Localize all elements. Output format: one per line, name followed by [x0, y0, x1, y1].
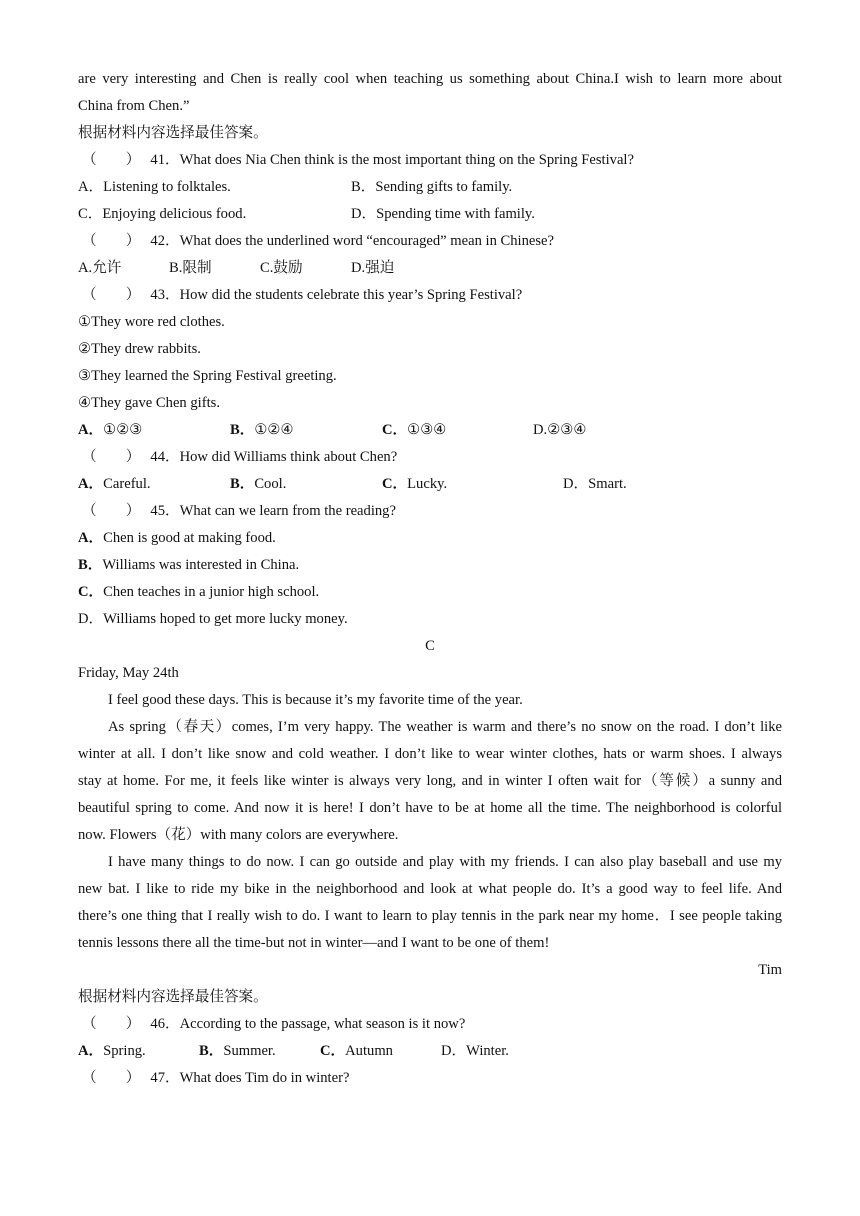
section-b-instruction: 根据材料内容选择最佳答案。 — [78, 125, 268, 141]
section-c-heading: C — [425, 638, 435, 654]
passage-b-continuation-line-2: China from Chen.” — [78, 98, 190, 114]
answer-blank: （ ） — [82, 1016, 141, 1032]
question-41 — [78, 147, 782, 174]
option-d: D．Smart. — [563, 476, 627, 492]
question-43 — [78, 282, 782, 309]
document-page — [78, 66, 782, 1092]
diary-paragraph-1: I feel good these days. This is because it’s my favorite time of the year. — [108, 692, 523, 708]
diary-paragraph-3-line-3: there’s one thing that I really wish to do. I want to learn to play tennis in the park near my home．I see people taking — [78, 908, 782, 924]
question-46-options — [78, 1038, 782, 1065]
diary-paragraph-2-line-5: now. Flowers（花）with many colors are everywhere. — [78, 827, 399, 843]
option-d: D.②③④ — [533, 422, 587, 438]
option-a: A．Spring. — [78, 1043, 146, 1059]
answer-blank: （ ） — [82, 449, 141, 465]
diary-paragraph-2-line-2: winter at all. I don’t like snow and cold weather. I don’t like to wear winter clothes, hats or warm shoes. I always — [78, 746, 782, 762]
question-stem: 42．What does the underlined word “encouraged” mean in Chinese? — [150, 233, 555, 249]
option-a: A．Listening to folktales. — [78, 179, 231, 195]
option-a: A．Chen is good at making food. — [78, 530, 276, 546]
question-43-item-4: ④They gave Chen gifts. — [78, 395, 220, 411]
question-stem: 46．According to the passage, what season is it now? — [150, 1016, 466, 1032]
question-stem: 44．How did Williams think about Chen? — [150, 449, 398, 465]
diary-paragraph-3-line-1: I have many things to do now. I can go outside and play with my friends. I can also play baseball and use my — [108, 854, 782, 870]
question-46 — [78, 1011, 782, 1038]
question-stem: 43．How did the students celebrate this year’s Spring Festival? — [150, 287, 523, 303]
diary-date: Friday, May 24th — [78, 665, 179, 681]
option-a: A．①②③ — [78, 422, 143, 438]
option-a: A.允许 — [78, 260, 122, 276]
option-b: B.限制 — [169, 260, 212, 276]
answer-blank: （ ） — [82, 503, 141, 519]
option-c: C．Lucky. — [382, 476, 448, 492]
question-43-options — [78, 417, 782, 444]
question-47 — [78, 1065, 782, 1092]
diary-signature: Tim — [758, 962, 782, 978]
option-b: B．Cool. — [230, 476, 287, 492]
option-c: C．Enjoying delicious food. — [78, 206, 247, 222]
question-stem: 47．What does Tim do in winter? — [150, 1070, 350, 1086]
option-c: C．Chen teaches in a junior high school. — [78, 584, 320, 600]
option-c: C.鼓励 — [260, 260, 303, 276]
question-42-options — [78, 255, 782, 282]
question-42 — [78, 228, 782, 255]
question-44-options — [78, 471, 782, 498]
option-a: A．Careful. — [78, 476, 151, 492]
option-c: C．①③④ — [382, 422, 447, 438]
section-c-instruction: 根据材料内容选择最佳答案。 — [78, 989, 268, 1005]
question-43-item-3: ③They learned the Spring Festival greeting. — [78, 368, 337, 384]
question-41-options-cd — [78, 201, 782, 228]
option-b: B．Sending gifts to family. — [351, 179, 513, 195]
diary-paragraph-3-line-2: new bat. I like to ride my bike in the neighborhood and look at what people do. It’s a good way to feel life. And — [78, 881, 782, 897]
diary-paragraph-3-line-4: tennis lessons there all the time-but not in winter—and I want to be one of them! — [78, 935, 550, 951]
option-d: D．Spending time with family. — [351, 206, 535, 222]
diary-paragraph-2-line-4: beautiful spring to come. And now it is here! I don’t have to be at home all the time. The neighborhood is colorful — [78, 800, 782, 816]
question-43-item-1: ①They wore red clothes. — [78, 314, 225, 330]
option-b: B．Summer. — [199, 1043, 276, 1059]
answer-blank: （ ） — [82, 287, 141, 303]
question-stem: 41．What does Nia Chen think is the most important thing on the Spring Festival? — [150, 152, 634, 168]
option-d: D．Williams hoped to get more lucky money. — [78, 611, 348, 627]
option-d: D．Winter. — [441, 1043, 509, 1059]
option-c: C．Autumn — [320, 1043, 393, 1059]
passage-b-continuation-line-1: are very interesting and Chen is really cool when teaching us something about China.I wish to learn more about — [78, 71, 782, 87]
option-d: D.强迫 — [351, 260, 395, 276]
answer-blank: （ ） — [82, 152, 141, 168]
question-stem: 45．What can we learn from the reading? — [150, 503, 396, 519]
option-b: B．①②④ — [230, 422, 294, 438]
answer-blank: （ ） — [82, 1070, 141, 1086]
question-44 — [78, 444, 782, 471]
option-b: B．Williams was interested in China. — [78, 557, 300, 573]
question-45 — [78, 498, 782, 525]
question-41-options-ab — [78, 174, 782, 201]
diary-paragraph-2-line-1: As spring（春天）comes, I’m very happy. The weather is warm and there’s no snow on the road. I don’t like — [108, 719, 782, 735]
question-43-item-2: ②They drew rabbits. — [78, 341, 201, 357]
answer-blank: （ ） — [82, 233, 141, 249]
diary-paragraph-2-line-3: stay at home. For me, it feels like winter is always very long, and in winter I often wait for（等候）a sunny and — [78, 773, 782, 789]
